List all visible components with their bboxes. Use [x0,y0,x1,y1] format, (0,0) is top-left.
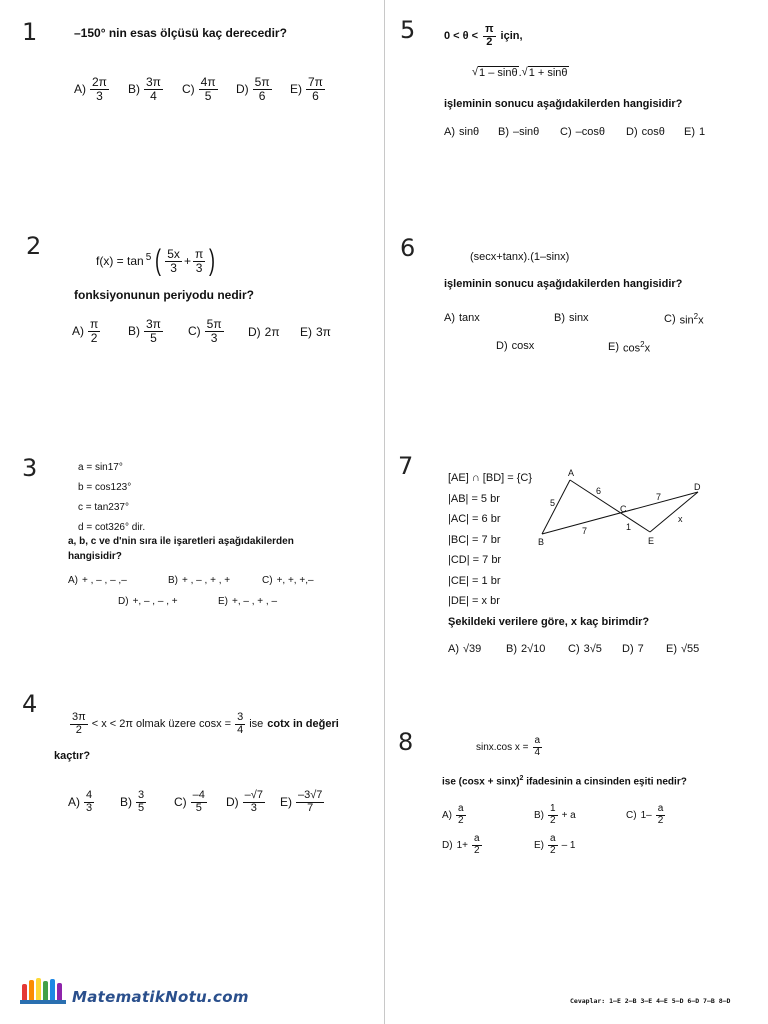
question-number-6: 6 [400,234,416,262]
q4-option-a[interactable]: A) $\frac{4}{3}$ [68,789,93,814]
site-logo[interactable] [20,976,249,1006]
q7-option-a[interactable]: A) √39 [448,643,482,655]
q7-givens: [AE] ∩ [BD] = {C} |AB| = 5 br |AC| = 6 br |BC| = 7 br |CD| = 7 br |CE| = 1 br |DE| = x br [448,472,533,607]
q7-option-c[interactable]: C) 3√5 [568,643,602,655]
q5-option-a[interactable]: A) sinθ [444,126,480,138]
q2-option-a[interactable]: A) $\frac{\pi}{2}$ [72,317,99,345]
question-number-1: 1 [22,18,38,46]
q8-option-b[interactable]: B) $\frac{1}{2}$ + a [534,803,576,826]
segment-ab [542,480,570,534]
q5-option-c[interactable]: C) –cosθ [560,126,605,138]
question-7-text: Şekildeki verilere göre, x kaç birimdir? [448,616,650,628]
q2-function: f(x) = tan $^5$ ( $\frac{5x}{3}$ + $\frac{\pi}{3}$ ) [96,244,216,277]
q3-option-d[interactable]: D) +, – , – , + [118,596,178,607]
q4-option-b[interactable]: B) $\frac{3}{5}$ [120,789,145,814]
q6-option-a[interactable]: A) tanx [444,312,480,324]
q5-option-d[interactable]: D) cosθ [626,126,665,138]
question-number-7: 7 [398,452,414,480]
question-4-text: kaçtır? [54,750,91,762]
length-ab-label: 5 [550,498,556,508]
q4-option-d[interactable]: D) $\frac{-√7}{3}$ [226,789,263,814]
question-2-text: fonksiyonunun periyodu nedir? [74,288,254,302]
hands-logo-icon [20,976,70,1006]
q7-option-b[interactable]: B) 2√10 [506,643,546,655]
q5-option-e[interactable]: E) 1 [684,126,706,138]
q5-option-b[interactable]: B) –sinθ [498,126,540,138]
vertex-d-label: D [694,482,701,492]
q3-option-c[interactable]: C) +, +, +,– [262,575,314,586]
question-number-5: 5 [400,16,416,44]
q6-option-e[interactable]: E) $\cos^2x$ [608,340,651,355]
question-8-text: ise $(\cos x + \sin x)^2$ ifadesinin a cinsinden eşiti nedir? [442,775,687,788]
length-de-label: x [678,514,683,524]
q1-option-e[interactable]: E) $\frac{7\pi}{6}$ [290,75,323,103]
question-number-2: 2 [26,232,42,260]
question-number-3: 3 [22,454,38,482]
answer-key: Cevaplar: 1–E 2–B 3–E 4–E 5–D 6–D 7–B 8–D [570,997,731,1005]
question-number-8: 8 [398,728,414,756]
q3-givens: a = sin17° b = cos123° c = tan237° d = cot326° dir. [78,462,146,533]
question-5-text: işleminin sonucu aşağıdakilerden hangisidir? [444,98,683,110]
q6-option-c[interactable]: C) $\sin^2x$ [664,312,704,327]
vertex-b-label: B [538,537,545,547]
vertex-c-label: C [620,504,627,514]
q2-option-c[interactable]: C) $\frac{5\pi}{3}$ [188,317,222,345]
vertex-a-label: A [568,468,575,478]
question-6-text: işleminin sonucu aşağıdakilerden hangisidir? [444,278,683,290]
q8-given: sinx.cos x = $\frac{a}{4}$ [476,735,541,758]
q8-option-d[interactable]: D) 1+ $\frac{a}{2}$ [442,833,480,856]
q2-option-e[interactable]: E) 3π [300,325,331,339]
q6-expression: (secx+tanx).(1–sinx) [470,251,570,263]
q4-option-c[interactable]: C) $\frac{-4}{5}$ [174,789,205,814]
q4-condition: $\frac{3\pi}{2}$ < x < 2π olmak üzere cosx = $\frac{3}{4}$ ise cotx in değeri [72,711,339,736]
q8-option-a[interactable]: A) $\frac{a}{2}$ [442,803,464,826]
q5-condition: 0 < θ < $\frac{\pi}{2}$ için, [444,23,523,48]
q5-expression: √ 1 – sinθ . √ 1 + sinθ [472,66,568,79]
q1-option-b[interactable]: B) $\frac{3\pi}{4}$ [128,75,161,103]
q2-option-d[interactable]: D) 2π [248,325,280,339]
question-number-4: 4 [22,690,38,718]
length-cd-label: 7 [656,492,662,502]
logo-text: MatematikNotu.com [72,988,249,1006]
vertex-e-label: E [648,536,655,546]
q1-option-c[interactable]: C) $\frac{4\pi}{5}$ [182,75,216,103]
q7-figure [530,466,710,550]
q8-option-c[interactable]: C) 1– $\frac{a}{2}$ [626,803,664,826]
q1-option-a[interactable]: A) $\frac{2\pi}{3}$ [74,75,107,103]
q3-option-b[interactable]: B) + , – , + , + [168,575,231,586]
column-divider [384,0,385,1024]
length-bc-label: 7 [582,526,588,536]
q3-option-a[interactable]: A) + , – , – ,– [68,575,127,586]
question-1-text: –150° nin esas ölçüsü kaç derecedir? [74,26,287,40]
q6-option-d[interactable]: D) cosx [496,340,535,352]
question-3-text: a, b, c ve d'nin sıra ile işaretleri aşağıdakilerden hangisidir? [68,536,294,562]
q7-option-d[interactable]: D) 7 [622,643,644,655]
q6-option-b[interactable]: B) sinx [554,312,589,324]
length-ce-label: 1 [626,522,632,532]
q8-option-e[interactable]: E) $\frac{a}{2}$ – 1 [534,833,576,856]
length-ac-label: 6 [596,486,602,496]
q3-option-e[interactable]: E) +, – , + , – [218,596,278,607]
q7-option-e[interactable]: E) √55 [666,643,700,655]
q2-option-b[interactable]: B) $\frac{3\pi}{5}$ [128,317,161,345]
q4-option-e[interactable]: E) $\frac{-3√7}{7}$ [280,789,323,814]
segment-ae [570,480,650,532]
q1-option-d[interactable]: D) $\frac{5\pi}{6}$ [236,75,270,103]
